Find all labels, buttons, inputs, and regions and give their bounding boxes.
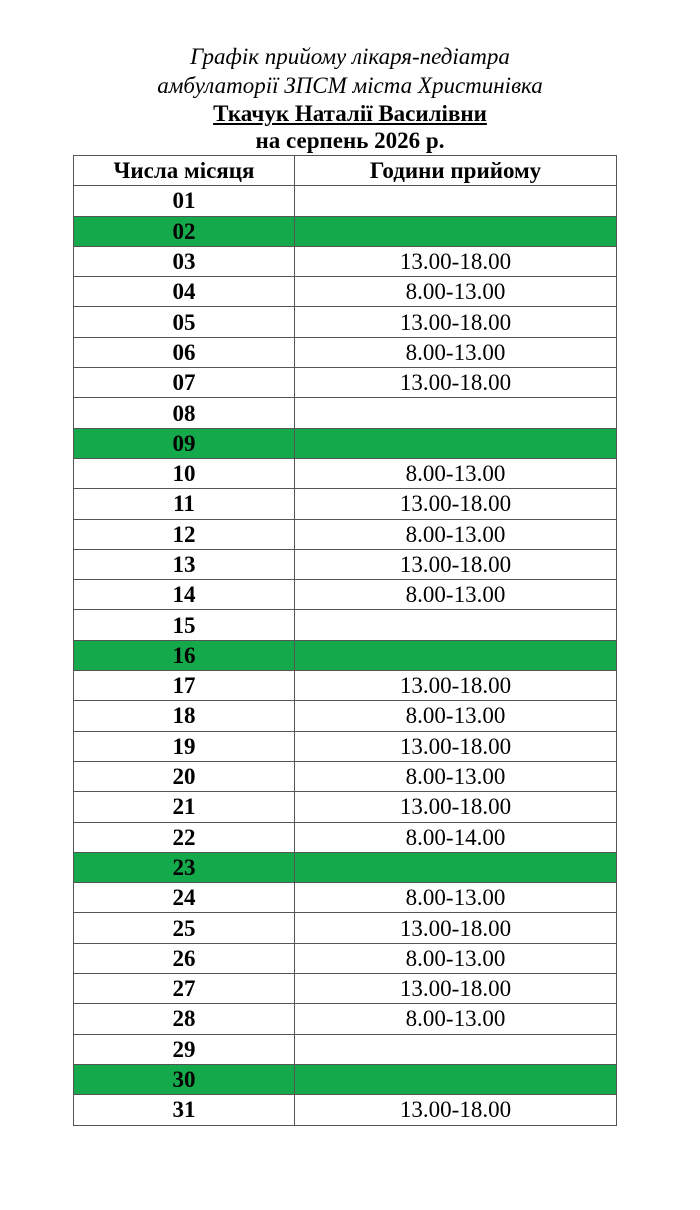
day-cell: 30 (74, 1064, 295, 1094)
doctor-name: Ткачук Наталії Василівни (213, 101, 487, 126)
table-row (74, 398, 617, 428)
hours-cell: 13.00-18.00 (295, 792, 617, 822)
day-cell: 07 (74, 368, 295, 398)
table-row (74, 458, 617, 488)
schedule-title-line1: Графік прийому лікаря-педіатра (190, 44, 510, 69)
table-row (74, 489, 617, 519)
table-row (74, 792, 617, 822)
schedule-table (73, 155, 617, 1126)
day-cell: 16 (74, 640, 295, 670)
day-cell: 12 (74, 519, 295, 549)
hours-cell: 8.00-13.00 (295, 519, 617, 549)
hours-cell: 13.00-18.00 (295, 489, 617, 519)
table-row (74, 186, 617, 216)
table-row (74, 701, 617, 731)
table-row (74, 761, 617, 791)
hours-cell: 8.00-13.00 (295, 943, 617, 973)
day-cell: 26 (74, 943, 295, 973)
table-row (74, 671, 617, 701)
day-cell: 04 (74, 277, 295, 307)
day-cell: 25 (74, 913, 295, 943)
hours-cell: 8.00-14.00 (295, 822, 617, 852)
table-row (74, 307, 617, 337)
day-cell: 02 (74, 216, 295, 246)
table-row (74, 428, 617, 458)
day-cell: 15 (74, 610, 295, 640)
hours-cell: 13.00-18.00 (295, 1095, 617, 1125)
table-row (74, 519, 617, 549)
day-cell: 01 (74, 186, 295, 216)
hours-cell: 8.00-13.00 (295, 277, 617, 307)
day-cell: 24 (74, 883, 295, 913)
hours-cell (295, 186, 617, 216)
hours-cell (295, 428, 617, 458)
day-cell: 06 (74, 337, 295, 367)
day-cell: 28 (74, 1004, 295, 1034)
hours-cell (295, 216, 617, 246)
hours-cell: 8.00-13.00 (295, 701, 617, 731)
day-cell: 05 (74, 307, 295, 337)
day-cell: 27 (74, 974, 295, 1004)
hours-cell (295, 640, 617, 670)
column-header-day: Числа місяця (74, 156, 295, 186)
table-row (74, 368, 617, 398)
table-row (74, 1064, 617, 1094)
day-cell: 11 (74, 489, 295, 519)
day-cell: 20 (74, 761, 295, 791)
table-row (74, 974, 617, 1004)
hours-cell (295, 610, 617, 640)
hours-cell: 13.00-18.00 (295, 307, 617, 337)
table-row (74, 549, 617, 579)
schedule-title-line2: амбулаторії ЗПСМ міста Христинівка (157, 73, 543, 98)
hours-cell: 13.00-18.00 (295, 671, 617, 701)
table-row (74, 1034, 617, 1064)
schedule-table-body (74, 186, 617, 1125)
table-row (74, 1004, 617, 1034)
table-row (74, 852, 617, 882)
table-row (74, 216, 617, 246)
table-row (74, 580, 617, 610)
hours-cell: 13.00-18.00 (295, 913, 617, 943)
day-cell: 03 (74, 246, 295, 276)
day-cell: 23 (74, 852, 295, 882)
column-header-hours: Години прийому (295, 156, 617, 186)
table-row (74, 883, 617, 913)
day-cell: 22 (74, 822, 295, 852)
day-cell: 08 (74, 398, 295, 428)
hours-cell (295, 398, 617, 428)
hours-cell: 13.00-18.00 (295, 368, 617, 398)
hours-cell: 13.00-18.00 (295, 246, 617, 276)
document-header (0, 42, 700, 154)
hours-cell: 8.00-13.00 (295, 1004, 617, 1034)
day-cell: 19 (74, 731, 295, 761)
day-cell: 10 (74, 458, 295, 488)
hours-cell: 13.00-18.00 (295, 549, 617, 579)
hours-cell: 8.00-13.00 (295, 458, 617, 488)
table-row (74, 610, 617, 640)
table-row (74, 640, 617, 670)
hours-cell: 8.00-13.00 (295, 761, 617, 791)
hours-cell: 8.00-13.00 (295, 580, 617, 610)
table-row (74, 822, 617, 852)
day-cell: 18 (74, 701, 295, 731)
hours-cell: 8.00-13.00 (295, 337, 617, 367)
table-row (74, 337, 617, 367)
table-header-row (74, 156, 617, 186)
table-row (74, 943, 617, 973)
table-row (74, 913, 617, 943)
day-cell: 13 (74, 549, 295, 579)
hours-cell: 8.00-13.00 (295, 883, 617, 913)
hours-cell (295, 1034, 617, 1064)
table-row (74, 731, 617, 761)
day-cell: 14 (74, 580, 295, 610)
table-row (74, 1095, 617, 1125)
day-cell: 29 (74, 1034, 295, 1064)
hours-cell: 13.00-18.00 (295, 974, 617, 1004)
day-cell: 31 (74, 1095, 295, 1125)
schedule-period: на серпень 2026 р. (255, 128, 445, 153)
day-cell: 21 (74, 792, 295, 822)
hours-cell: 13.00-18.00 (295, 731, 617, 761)
day-cell: 09 (74, 428, 295, 458)
day-cell: 17 (74, 671, 295, 701)
hours-cell (295, 1064, 617, 1094)
table-row (74, 246, 617, 276)
hours-cell (295, 852, 617, 882)
table-row (74, 277, 617, 307)
